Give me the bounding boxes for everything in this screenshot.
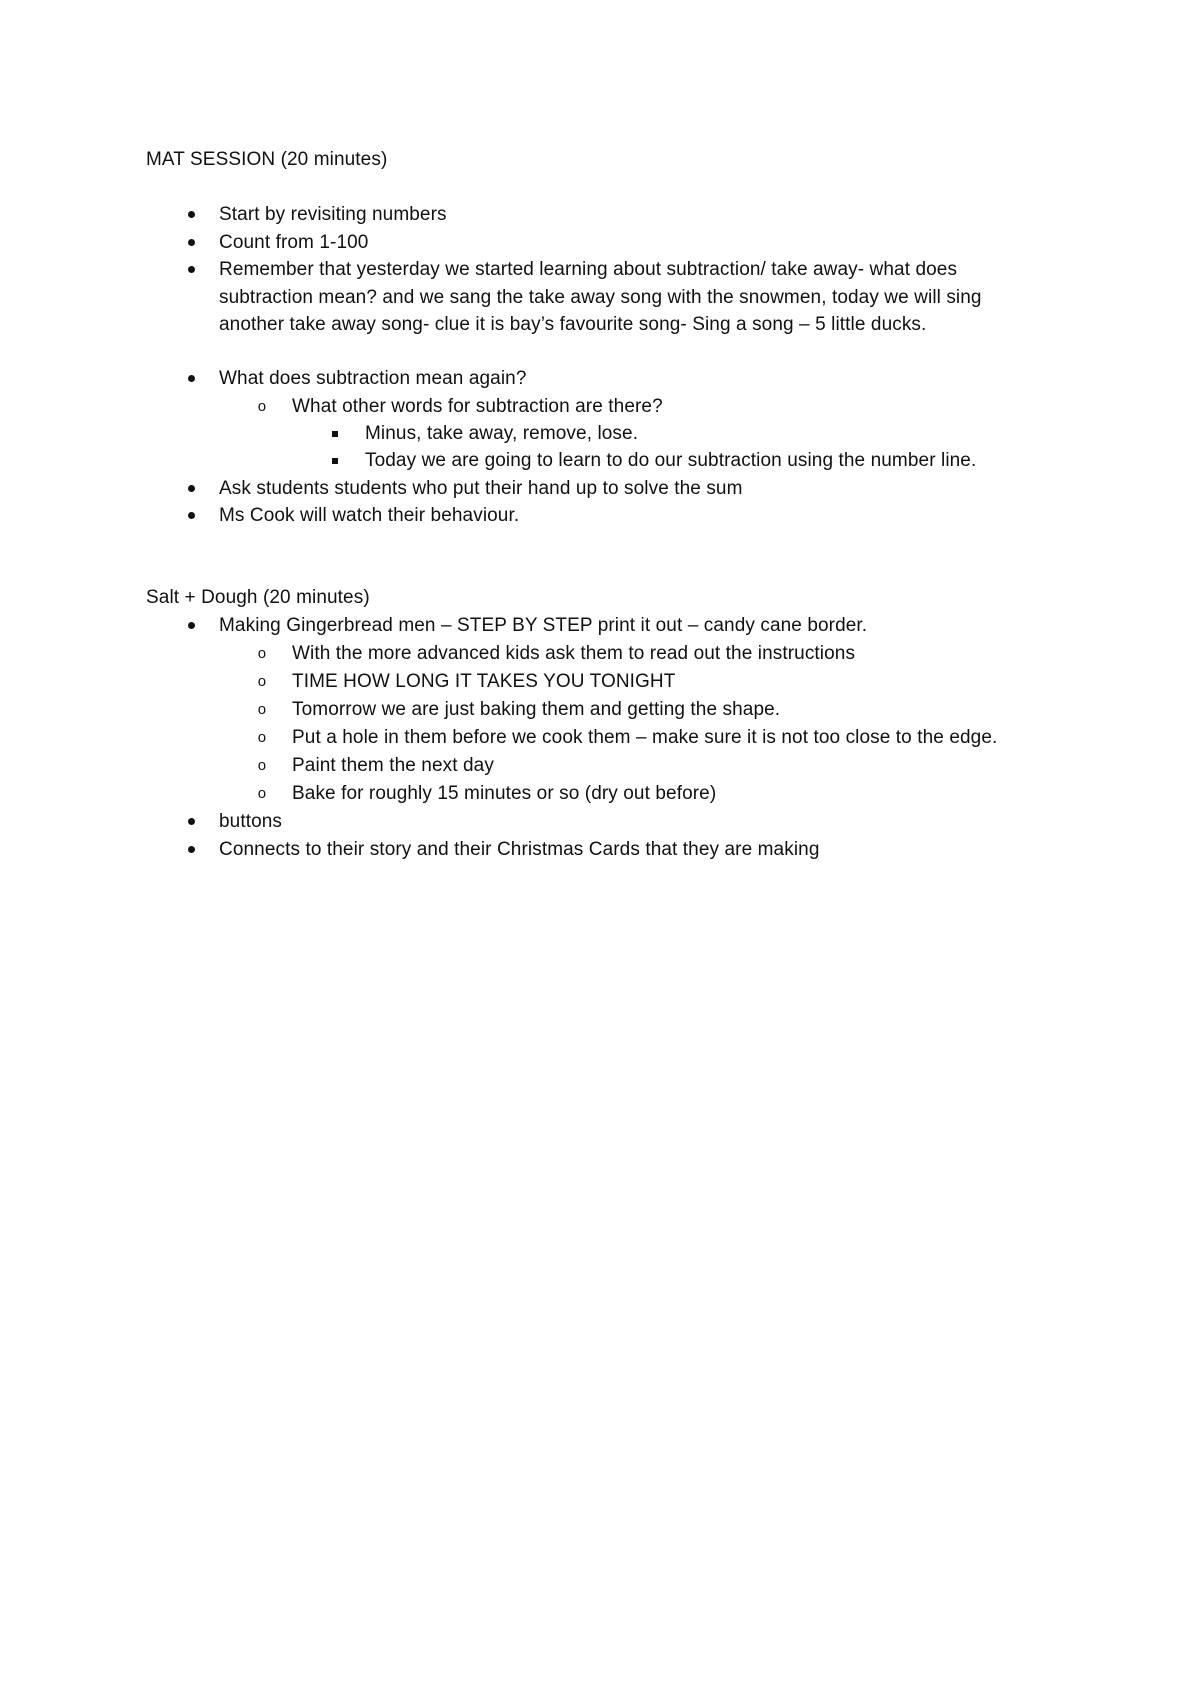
list-item-text: Count from 1-100 bbox=[219, 232, 369, 253]
section-heading-salt-dough bbox=[146, 584, 370, 612]
bullet-icon bbox=[188, 818, 195, 825]
list-item-continuation bbox=[219, 284, 982, 312]
sub-list-item bbox=[257, 724, 998, 752]
list-item-text: TIME HOW LONG IT TAKES YOU TONIGHT bbox=[292, 671, 676, 692]
list-item bbox=[219, 836, 819, 864]
circle-bullet-icon: o bbox=[257, 645, 267, 662]
bullet-icon bbox=[188, 211, 195, 218]
circle-bullet-icon: o bbox=[257, 673, 267, 690]
list-item-text: Bake for roughly 15 minutes or so (dry out before) bbox=[292, 783, 717, 804]
list-item bbox=[219, 229, 368, 257]
list-item bbox=[219, 365, 527, 393]
list-item-text: Today we are going to learn to do our subtraction using the number line. bbox=[365, 450, 977, 471]
bullet-icon bbox=[188, 375, 195, 382]
list-item-text: What does subtraction mean again? bbox=[219, 368, 527, 389]
list-item-text: Start by revisiting numbers bbox=[219, 204, 447, 225]
list-item-text: another take away song- clue it is bay’s favourite song- Sing a song – 5 little ducks. bbox=[219, 314, 927, 335]
heading-text: Salt + Dough (20 minutes) bbox=[146, 587, 370, 608]
list-item-continuation bbox=[219, 311, 926, 339]
list-item-text: Ms Cook will watch their behaviour. bbox=[219, 505, 520, 526]
square-bullet-icon bbox=[332, 431, 338, 437]
list-item-text: Remember that yesterday we started learning about subtraction/ take away- what does bbox=[219, 259, 958, 280]
list-item bbox=[219, 256, 957, 284]
sub-list-item bbox=[257, 696, 781, 724]
list-item-text: What other words for subtraction are there? bbox=[292, 396, 663, 417]
list-item-text: Minus, take away, remove, lose. bbox=[365, 423, 639, 444]
list-item-text: Tomorrow we are just baking them and getting the shape. bbox=[292, 699, 781, 720]
bullet-icon bbox=[188, 622, 195, 629]
list-item-text: Put a hole in them before we cook them – make sure it is not too close to the edge. bbox=[292, 727, 998, 748]
heading-text: MAT SESSION (20 minutes) bbox=[146, 149, 388, 170]
bullet-icon bbox=[188, 485, 195, 492]
list-item-text: Paint them the next day bbox=[292, 755, 494, 776]
list-item-text: Ask students students who put their hand up to solve the sum bbox=[219, 478, 743, 499]
list-item bbox=[219, 475, 743, 503]
sub-list-item bbox=[257, 780, 717, 808]
list-item-text: With the more advanced kids ask them to read out the instructions bbox=[292, 643, 856, 664]
circle-bullet-icon: o bbox=[257, 785, 267, 802]
sub-list-item bbox=[257, 393, 663, 421]
bullet-icon bbox=[188, 266, 195, 273]
circle-bullet-icon: o bbox=[257, 757, 267, 774]
square-bullet-icon bbox=[332, 458, 338, 464]
list-item bbox=[219, 808, 282, 836]
bullet-icon bbox=[188, 512, 195, 519]
sub-sub-list-item bbox=[365, 420, 638, 448]
bullet-icon bbox=[188, 846, 195, 853]
list-item-text: Making Gingerbread men – STEP BY STEP print it out – candy cane border. bbox=[219, 615, 868, 636]
section-heading-mat-session bbox=[146, 146, 387, 174]
sub-list-item bbox=[257, 640, 856, 668]
list-item-text: buttons bbox=[219, 811, 283, 832]
sub-list-item bbox=[257, 752, 494, 780]
sub-sub-list-item bbox=[365, 447, 976, 475]
list-item bbox=[219, 502, 519, 530]
list-item bbox=[219, 612, 867, 640]
circle-bullet-icon: o bbox=[257, 729, 267, 746]
bullet-icon bbox=[188, 239, 195, 246]
list-item-text: subtraction mean? and we sang the take away song with the snowmen, today we will sing bbox=[219, 287, 982, 308]
circle-bullet-icon: o bbox=[257, 701, 267, 718]
sub-list-item bbox=[257, 668, 676, 696]
circle-bullet-icon: o bbox=[257, 398, 267, 415]
list-item-text: Connects to their story and their Christmas Cards that they are making bbox=[219, 839, 820, 860]
list-item bbox=[219, 201, 447, 229]
